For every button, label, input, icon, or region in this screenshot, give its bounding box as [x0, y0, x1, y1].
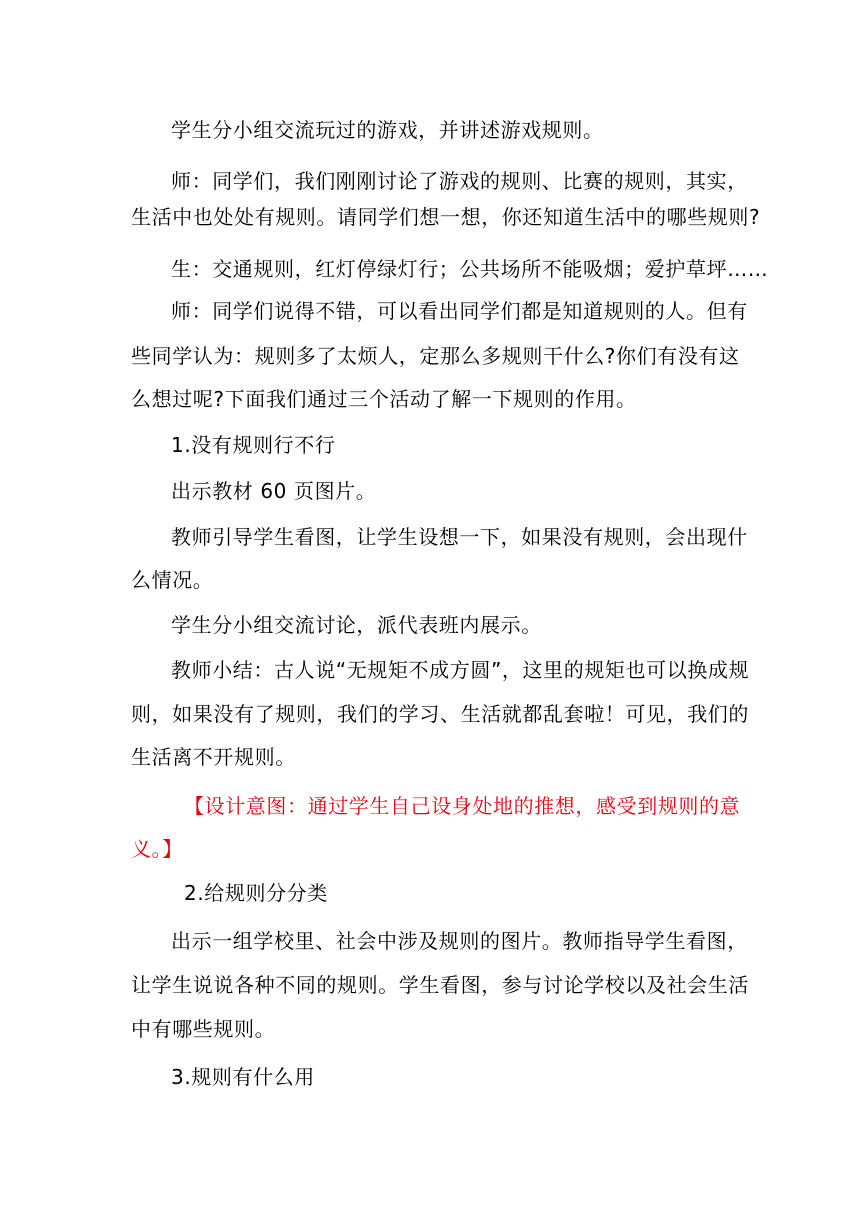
design-intent-note: 义。】 [131, 837, 183, 861]
paragraph-line: 师：同学们说得不错，可以看出同学们都是知道规则的人。但有 [171, 299, 748, 323]
paragraph-line: 则，如果没有了规则，我们的学习、生活就都乱套啦！可见，我们的 [131, 702, 749, 726]
paragraph-line: 让学生说说各种不同的规则。学生看图，参与讨论学校以及社会生活 [131, 973, 749, 997]
paragraph-line: 中有哪些规则。 [131, 1017, 276, 1041]
paragraph-line: 生活中也处处有规则。请同学们想一想，你还知道生活中的哪些规则? [131, 205, 761, 229]
paragraph-line: 些同学认为：规则多了太烦人，定那么多规则干什么?你们有没有这 [131, 344, 740, 368]
paragraph-line: 学生分小组交流讨论，派代表班内展示。 [171, 613, 542, 637]
section-heading: 3.规则有什么用 [171, 1065, 315, 1089]
paragraph-line: 生活离不开规则。 [131, 745, 296, 769]
paragraph-line: 么情况。 [131, 568, 214, 592]
paragraph-line: 师：同学们，我们刚刚讨论了游戏的规则、比赛的规则，其实， [171, 169, 748, 193]
paragraph-line: 么想过呢?下面我们通过三个活动了解一下规则的作用。 [131, 387, 637, 411]
paragraph-line: 教师小结：古人说“无规矩不成方圆”，这里的规矩也可以换成规 [171, 658, 750, 682]
paragraph-line: 学生分小组交流玩过的游戏，并讲述游戏规则。 [171, 118, 604, 142]
design-intent-note: 【设计意图：通过学生自己设身处地的推想，感受到规则的意 [184, 794, 741, 818]
paragraph-line: 出示教材 60 页图片。 [171, 479, 377, 503]
paragraph-line: 生：交通规则，红灯停绿灯行；公共场所不能吸烟；爱护草坪…… [171, 257, 769, 281]
section-heading: 1.没有规则行不行 [171, 433, 336, 457]
paragraph-line: 出示一组学校里、社会中涉及规则的图片。教师指导学生看图， [171, 929, 748, 953]
paragraph-line: 教师引导学生看图，让学生设想一下，如果没有规则，会出现什 [171, 525, 748, 549]
section-heading: 2.给规则分分类 [184, 881, 328, 905]
